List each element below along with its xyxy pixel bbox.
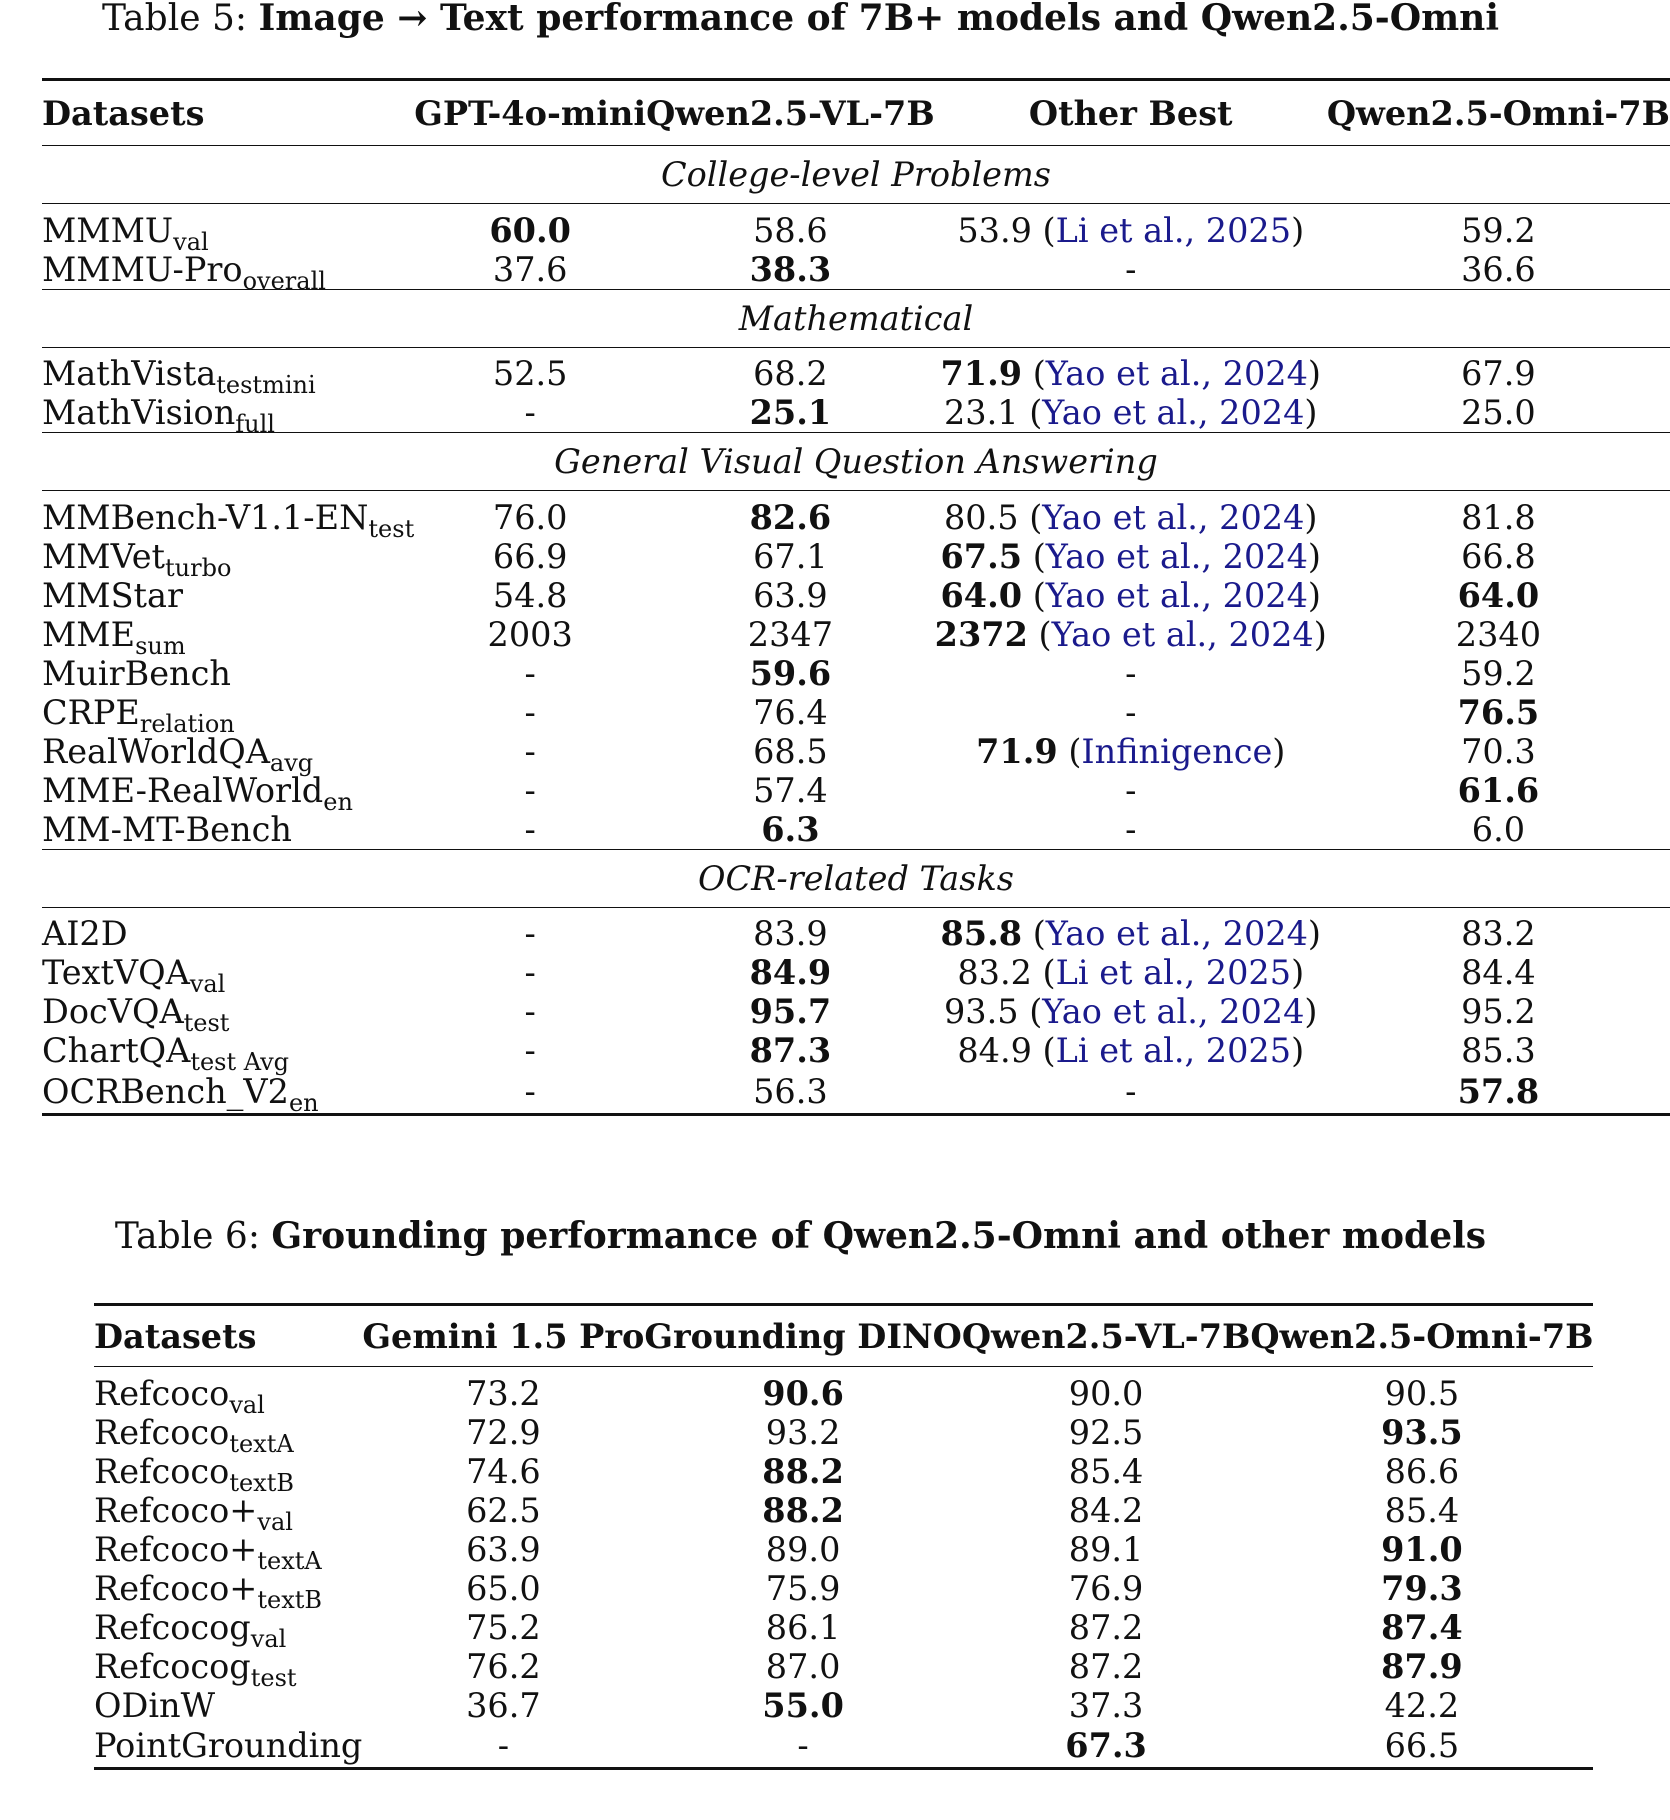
- table-row-dataset-subscript: textA: [257, 1546, 322, 1575]
- table-row: [42, 810, 1670, 850]
- cell-qwen25vl: 67.1: [753, 536, 828, 576]
- cell-qwen25omni: 76.5: [1457, 692, 1540, 732]
- table6-header-grounding-dino: Grounding DINO: [644, 1305, 961, 1367]
- table-row-dataset-subscript: val: [173, 227, 209, 256]
- cell-other-best: 93.5 (Yao et al., 2024): [943, 992, 1318, 1031]
- table-row: [94, 1452, 1593, 1491]
- table-row: [94, 1686, 1593, 1725]
- cell-qwen25omni: 79.3: [1381, 1568, 1463, 1608]
- table-row-dataset-name: MMStar: [42, 575, 184, 615]
- cell-gpt4omini: 76.0: [414, 491, 646, 537]
- other-best-value: 64.0: [940, 575, 1023, 615]
- table-row: [42, 615, 1670, 654]
- table5-header-qwen25vl: Qwen2.5-VL-7B: [646, 80, 935, 146]
- other-best-value: -: [1125, 249, 1137, 289]
- table-row-dataset-name: Refcocog: [94, 1607, 251, 1647]
- cell-other-best: 64.0 (Yao et al., 2024): [940, 575, 1321, 615]
- cell-grounding-dino: 88.2: [762, 1451, 844, 1491]
- table-row-dataset-subscript: en: [288, 1088, 319, 1117]
- cell-qwen25omni: 36.6: [1461, 249, 1536, 289]
- table-row-dataset: [42, 692, 414, 738]
- cell-qwen25vl: 37.3: [1068, 1685, 1144, 1725]
- other-best-value: -: [1125, 809, 1137, 849]
- table-row-dataset-subscript: turbo: [165, 553, 232, 582]
- table-row-dataset: [94, 1367, 362, 1419]
- cell-qwen25omni: 91.0: [1381, 1529, 1463, 1569]
- cell-other-best: [935, 1070, 1327, 1114]
- table-row-dataset-subscript: textB: [229, 1468, 294, 1497]
- section-header-row: [42, 433, 1670, 491]
- cell-qwen25vl: 56.3: [646, 1070, 935, 1114]
- citation-link[interactable]: Yao et al., 2024: [1051, 614, 1314, 654]
- cell-grounding-dino: -: [644, 1725, 961, 1769]
- cell-qwen25omni: 61.6: [1457, 770, 1540, 810]
- table-row: [94, 1569, 1593, 1608]
- table-row: [42, 654, 1670, 693]
- table-row-dataset-name: Refcoco+: [94, 1529, 258, 1569]
- table-row: [94, 1530, 1593, 1569]
- section-header-row: [42, 849, 1670, 907]
- table-row-dataset: [42, 491, 415, 543]
- table6-body: [94, 1367, 1593, 1769]
- cell-other-best: 23.1 (Yao et al., 2024): [943, 393, 1318, 432]
- table-row-dataset: [42, 249, 414, 295]
- cell-other-best: 83.2 (Li et al., 2025): [957, 953, 1305, 992]
- cell-qwen25omni: 85.3: [1461, 1031, 1536, 1070]
- table-row-dataset: [42, 1070, 414, 1117]
- cell-other-best: 67.5 (Yao et al., 2024): [940, 536, 1321, 576]
- cell-other-best: 71.9 (Infinigence): [976, 731, 1286, 771]
- other-best-value: 80.5: [943, 497, 1019, 537]
- table-row: [42, 953, 1670, 992]
- table-row-dataset-name: MuirBench: [42, 653, 231, 693]
- table6-header-qwen25vl: Qwen2.5-VL-7B: [962, 1305, 1251, 1367]
- cell-grounding-dino: 93.2: [765, 1412, 841, 1452]
- table-row-dataset: [42, 953, 414, 998]
- table-row-dataset-name: Refcoco: [94, 1412, 230, 1452]
- cell-qwen25omni: 83.2: [1327, 907, 1670, 953]
- table-row-dataset-subscript: test: [250, 1663, 297, 1692]
- table-row: [94, 1725, 1593, 1769]
- table-row-dataset-name: Refcoco: [94, 1373, 230, 1413]
- table5-body: [42, 146, 1670, 1115]
- cell-gemini: 65.0: [466, 1568, 541, 1608]
- other-best-value: -: [1125, 692, 1137, 732]
- table-row-dataset-name: CRPE: [42, 692, 140, 732]
- table-row-dataset-name: RealWorldQA: [42, 731, 270, 771]
- table-row-dataset-name: Refcoco+: [94, 1490, 258, 1530]
- table-row-dataset-subscript: val: [257, 1507, 293, 1536]
- table-row-dataset-name: ODinW: [94, 1685, 216, 1725]
- table-row-dataset-subscript: val: [189, 970, 226, 998]
- table-row: [42, 907, 1670, 953]
- table-row-dataset-subscript: test: [183, 1009, 230, 1037]
- table-row-dataset-name: TextVQA: [42, 953, 190, 992]
- table-row-dataset-name: MMMU-Pro: [42, 249, 243, 289]
- cell-qwen25omni: 57.8: [1327, 1070, 1670, 1114]
- table-row: [42, 693, 1670, 732]
- cell-qwen25vl: 82.6: [646, 491, 935, 537]
- cell-gpt4omini: 60.0: [414, 204, 646, 250]
- table-row: [42, 576, 1670, 615]
- cell-grounding-dino: 55.0: [762, 1685, 844, 1725]
- table-row: [94, 1367, 1593, 1413]
- cell-qwen25omni: 66.8: [1461, 536, 1536, 576]
- cell-qwen25vl: 2347: [747, 614, 834, 654]
- table-row: [94, 1413, 1593, 1452]
- citation-link[interactable]: Yao et al., 2024: [1042, 992, 1305, 1031]
- table-row: [94, 1491, 1593, 1530]
- table-row-dataset-subscript: val: [229, 1390, 265, 1419]
- table5-header-other-best: Other Best: [935, 80, 1327, 146]
- cell-grounding-dino: 88.2: [762, 1490, 844, 1530]
- cell-qwen25vl: 85.4: [1068, 1451, 1144, 1491]
- table-row-dataset-name: AI2D: [42, 914, 128, 953]
- cell-qwen25vl: 6.3: [761, 809, 820, 849]
- other-best-value: 2372: [934, 614, 1028, 654]
- table-row: [42, 1070, 1670, 1114]
- citation-link[interactable]: Li et al., 2025: [1055, 953, 1292, 992]
- cell-qwen25omni: 81.8: [1327, 491, 1670, 537]
- cell-qwen25vl: 63.9: [753, 575, 828, 615]
- table-row-dataset: [94, 1490, 362, 1536]
- cell-qwen25vl: 92.5: [1068, 1412, 1144, 1452]
- cell-gemini: 75.2: [466, 1607, 541, 1647]
- table6-caption-prefix: Table 6:: [114, 1216, 272, 1257]
- cell-gemini: 76.2: [466, 1646, 541, 1686]
- table-row-dataset-name: DocVQA: [42, 992, 184, 1031]
- table-row: [94, 1647, 1593, 1686]
- citation-link[interactable]: Yao et al., 2024: [1042, 497, 1305, 537]
- table-row-dataset-subscript: sum: [135, 631, 186, 660]
- table5-caption: [0, 0, 1601, 39]
- citation-link[interactable]: Li et al., 2025: [1055, 210, 1292, 250]
- cell-other-best: 80.5 (Yao et al., 2024): [935, 491, 1327, 537]
- cell-gpt4omini: -: [524, 770, 536, 810]
- cell-qwen25omni: 85.4: [1384, 1490, 1460, 1530]
- cell-other-best: [935, 654, 1327, 693]
- cell-gpt4omini: -: [414, 907, 646, 953]
- cell-grounding-dino: 90.6: [644, 1367, 961, 1413]
- cell-qwen25vl: 95.7: [749, 992, 832, 1031]
- cell-other-best: 84.9 (Li et al., 2025): [957, 1031, 1305, 1070]
- table-row-dataset-subscript: test: [368, 514, 415, 543]
- cell-grounding-dino: 89.0: [765, 1529, 841, 1569]
- section-title: College-level Problems: [42, 146, 1670, 204]
- table-row-dataset-name: Refcoco+: [94, 1568, 258, 1608]
- cell-grounding-dino: 86.1: [765, 1607, 841, 1647]
- table-row-dataset: [42, 393, 414, 438]
- table5: [42, 78, 1670, 1116]
- cell-qwen25vl: 57.4: [753, 770, 828, 810]
- table-row-dataset-name: MME-RealWorld: [42, 770, 324, 810]
- cell-qwen25omni: 59.2: [1461, 653, 1536, 693]
- table-row-dataset-subscript: overall: [242, 266, 326, 295]
- table-row: [42, 992, 1670, 1031]
- table-row-dataset: [94, 1412, 362, 1458]
- cell-qwen25vl: 68.5: [753, 731, 828, 771]
- section-title: OCR-related Tasks: [42, 849, 1670, 907]
- cell-qwen25vl: 84.2: [1068, 1490, 1144, 1530]
- cell-qwen25omni: 95.2: [1461, 992, 1536, 1031]
- table-row-dataset: [42, 347, 414, 399]
- table-row-dataset-name: MMMU: [42, 210, 174, 250]
- table-row-dataset: [94, 1607, 362, 1653]
- table-row-dataset-name: Refcocog: [94, 1646, 251, 1686]
- cell-gpt4omini: 37.6: [492, 249, 568, 289]
- cell-gpt4omini: -: [524, 1031, 536, 1070]
- cell-qwen25vl: 84.9: [749, 953, 832, 992]
- cell-qwen25omni: 67.9: [1327, 347, 1670, 393]
- table6-header-row: [94, 1305, 1593, 1367]
- cell-gpt4omini: -: [524, 393, 536, 432]
- table-row-dataset: [94, 1725, 362, 1769]
- cell-gpt4omini: 52.5: [414, 347, 646, 393]
- citation-link[interactable]: Yao et al., 2024: [1045, 575, 1308, 615]
- cell-other-best: [935, 250, 1327, 290]
- cell-gemini: -: [362, 1725, 644, 1769]
- cell-qwen25vl: 76.9: [1068, 1568, 1144, 1608]
- cell-gpt4omini: -: [524, 731, 536, 771]
- table6-caption-title: Grounding performance of Qwen2.5-Omni and other models: [271, 1215, 1487, 1257]
- table-row-dataset: [42, 614, 414, 660]
- citation-link[interactable]: Yao et al., 2024: [1045, 354, 1308, 393]
- table-row: [42, 347, 1670, 393]
- table-row-dataset-subscript: avg: [269, 748, 314, 777]
- table-row-dataset: [42, 731, 414, 777]
- table-row: [42, 250, 1670, 290]
- other-best-value: 84.9: [957, 1031, 1032, 1070]
- table-row-dataset: [42, 992, 414, 1037]
- table6: [94, 1303, 1593, 1770]
- cell-qwen25vl: 90.0: [962, 1367, 1251, 1413]
- cell-qwen25omni: 59.2: [1327, 204, 1670, 250]
- cell-qwen25vl: 58.6: [646, 204, 935, 250]
- cell-gpt4omini: -: [524, 992, 536, 1031]
- table-row-dataset: [42, 204, 414, 256]
- cell-other-best: [935, 693, 1327, 732]
- table-row-dataset: [94, 1568, 362, 1614]
- other-best-value: -: [1125, 1071, 1137, 1111]
- cell-qwen25vl: 87.2: [1068, 1607, 1144, 1647]
- table-row-dataset-name: MathVista: [42, 354, 217, 393]
- table-row-dataset-subscript: relation: [139, 709, 235, 738]
- table-row: [42, 1031, 1670, 1070]
- table-row-dataset: [42, 770, 414, 816]
- cell-qwen25omni: 84.4: [1461, 953, 1536, 992]
- cell-qwen25vl: 83.9: [646, 907, 935, 953]
- other-best-value: 23.1: [943, 393, 1019, 432]
- other-best-value: 53.9: [957, 210, 1032, 250]
- cell-qwen25omni: 2340: [1455, 614, 1542, 654]
- table-row-dataset: [42, 536, 414, 582]
- table-row-dataset-name: ChartQA: [42, 1031, 191, 1070]
- other-best-value: 71.9: [940, 354, 1023, 393]
- cell-gemini: 73.2: [362, 1367, 644, 1413]
- table-row-dataset: [42, 654, 414, 693]
- cell-qwen25omni: 87.4: [1381, 1607, 1463, 1647]
- section-header-row: [42, 146, 1670, 204]
- cell-grounding-dino: 87.0: [765, 1646, 841, 1686]
- cell-qwen25omni: 64.0: [1457, 575, 1540, 615]
- citation-link[interactable]: Yao et al., 2024: [1045, 914, 1308, 953]
- other-best-value: -: [1125, 653, 1137, 693]
- cell-qwen25omni: 70.3: [1461, 731, 1536, 771]
- cell-other-best: 2372 (Yao et al., 2024): [934, 614, 1327, 654]
- table-row-dataset-subscript: testmini: [216, 371, 316, 399]
- cell-qwen25vl: 87.2: [1068, 1646, 1144, 1686]
- table5-header-row: [42, 80, 1670, 146]
- cell-gemini: 62.5: [466, 1490, 541, 1530]
- table-row-dataset: [42, 907, 414, 953]
- cell-qwen25omni: 90.5: [1250, 1367, 1593, 1413]
- cell-gpt4omini: -: [524, 692, 536, 732]
- cell-qwen25omni: 25.0: [1461, 393, 1536, 432]
- table-row-dataset: [94, 1686, 362, 1725]
- cell-qwen25vl: 38.3: [749, 249, 832, 289]
- cell-qwen25omni: 93.5: [1381, 1412, 1463, 1452]
- cell-gpt4omini: 66.9: [492, 536, 568, 576]
- table6-header-qwen25omni: Qwen2.5-Omni-7B: [1250, 1305, 1593, 1367]
- cell-gemini: 74.6: [466, 1451, 541, 1491]
- table6-header-gemini: Gemini 1.5 Pro: [362, 1305, 644, 1367]
- cell-gpt4omini: 54.8: [492, 575, 568, 615]
- table-row-dataset-name: PointGrounding: [94, 1726, 363, 1766]
- table-row-dataset-subscript: textA: [229, 1429, 294, 1458]
- table-row-dataset-name: MMVet: [42, 536, 166, 576]
- cell-other-best: 85.8 (Yao et al., 2024): [935, 907, 1327, 953]
- cell-gemini: 63.9: [466, 1529, 541, 1569]
- other-best-value: 71.9: [976, 731, 1058, 771]
- cell-qwen25vl: 89.1: [1068, 1529, 1144, 1569]
- cell-gpt4omini: -: [524, 809, 536, 849]
- table-row-dataset-subscript: test Avg: [190, 1048, 290, 1076]
- cell-qwen25vl: 87.3: [749, 1031, 832, 1070]
- other-best-value: 67.5: [940, 536, 1023, 576]
- table-row-dataset-subscript: val: [250, 1624, 287, 1653]
- table-row-dataset-subscript: full: [235, 410, 275, 438]
- cell-gpt4omini: 2003: [487, 614, 573, 654]
- citation-link[interactable]: Yao et al., 2024: [1045, 536, 1308, 576]
- table5-header-datasets: Datasets: [42, 80, 414, 146]
- other-best-value: 85.8: [940, 914, 1023, 953]
- cell-other-best: [935, 771, 1327, 810]
- cell-gpt4omini: -: [524, 953, 536, 992]
- table-row-dataset: [42, 1031, 414, 1076]
- section-header-row: [42, 289, 1670, 347]
- table-row: [42, 491, 1670, 537]
- cell-qwen25omni: 42.2: [1384, 1685, 1460, 1725]
- table-row-dataset-subscript: textB: [257, 1585, 323, 1614]
- cell-qwen25omni: 87.9: [1381, 1646, 1463, 1686]
- cell-other-best: 53.9 (Li et al., 2025): [935, 204, 1327, 250]
- other-best-value: 93.5: [943, 992, 1019, 1031]
- other-best-value: -: [1125, 770, 1137, 810]
- table-row-dataset-name: OCRBench_V2: [42, 1071, 289, 1111]
- table-row-dataset-name: Refcoco: [94, 1451, 230, 1491]
- cell-qwen25vl: 68.2: [646, 347, 935, 393]
- table-row: [42, 204, 1670, 250]
- table6-header-datasets: Datasets: [94, 1305, 362, 1367]
- cell-qwen25omni: 6.0: [1471, 809, 1526, 849]
- table-row-dataset-subscript: en: [323, 787, 353, 816]
- table-row-dataset-name: MathVision: [42, 393, 236, 432]
- cell-gpt4omini: -: [414, 1070, 646, 1114]
- table-row: [42, 537, 1670, 576]
- cell-grounding-dino: 75.9: [765, 1568, 841, 1608]
- section-title: Mathematical: [42, 289, 1670, 347]
- cell-other-best: [935, 810, 1327, 850]
- cell-gemini: 72.9: [466, 1412, 541, 1452]
- section-title: General Visual Question Answering: [42, 433, 1670, 491]
- table5-header-qwen25omni: Qwen2.5-Omni-7B: [1327, 80, 1670, 146]
- cell-gemini: 36.7: [466, 1685, 541, 1725]
- table5-caption-title: Image → Text performance of 7B+ models and Qwen2.5-Omni: [258, 0, 1500, 39]
- table-row-dataset-name: MME: [42, 614, 136, 654]
- cell-qwen25omni: 86.6: [1384, 1451, 1460, 1491]
- other-best-value: 83.2: [957, 953, 1032, 992]
- table-row-dataset: [94, 1451, 362, 1497]
- cell-gpt4omini: -: [524, 653, 536, 693]
- table-row-dataset: [94, 1529, 362, 1575]
- table5-caption-prefix: Table 5:: [101, 0, 259, 39]
- citation-link[interactable]: Li et al., 2025: [1055, 1031, 1292, 1070]
- table-row-dataset-name: MM-MT-Bench: [42, 809, 292, 849]
- table6-caption: [0, 1216, 1601, 1257]
- table-row-dataset-name: MMBench-V1.1-EN: [42, 497, 369, 537]
- table5-header-gpt4omini: GPT-4o-mini: [414, 80, 646, 146]
- cell-qwen25omni: 66.5: [1250, 1725, 1593, 1769]
- table-row-dataset: [42, 810, 414, 850]
- cell-qwen25vl: 59.6: [749, 653, 832, 693]
- citation-link[interactable]: Infinigence: [1081, 731, 1273, 771]
- table-row: [42, 732, 1670, 771]
- table-row: [42, 771, 1670, 810]
- citation-link[interactable]: Yao et al., 2024: [1042, 393, 1305, 432]
- table-row-dataset: [94, 1646, 362, 1692]
- cell-qwen25vl: 67.3: [962, 1725, 1251, 1769]
- cell-qwen25vl: 25.1: [749, 393, 832, 432]
- cell-qwen25vl: 76.4: [753, 692, 828, 732]
- cell-other-best: 71.9 (Yao et al., 2024): [935, 347, 1327, 393]
